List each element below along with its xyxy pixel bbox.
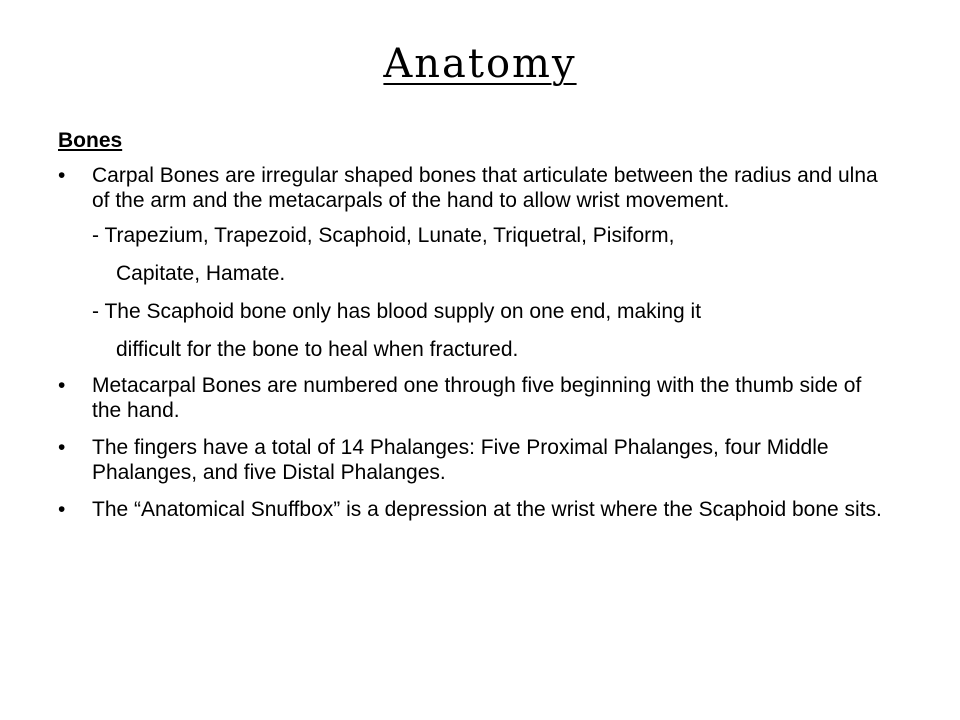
slide-body <box>58 128 888 534</box>
slide-title-text: Anatomy <box>383 41 577 87</box>
bullet-text: Metacarpal Bones are numbered one through five beginning with the thumb side of the hand. <box>92 374 862 422</box>
bullet-item <box>58 163 888 213</box>
bullet-item <box>58 435 888 485</box>
bullet-marker: • <box>58 374 66 397</box>
bullet-text: Carpal Bones are irregular shaped bones that articulate between the radius and ulna of the arm and the metacarpals of the hand to allow wrist movement. <box>92 164 878 212</box>
bullet-item <box>58 497 888 522</box>
sub-line: - Trapezium, Trapezoid, Scaphoid, Lunate, Triquetral, Pisiform, <box>92 224 675 247</box>
bullet-text: The fingers have a total of 14 Phalanges: Five Proximal Phalanges, four Middle Phalanges, and five Distal Phalanges. <box>92 436 829 484</box>
bullet-text: The “Anatomical Snuffbox” is a depression at the wrist where the Scaphoid bone sits. <box>92 498 882 521</box>
sub-line-continuation: Capitate, Hamate. <box>116 262 286 285</box>
bullet-item <box>58 373 888 423</box>
sub-line: - The Scaphoid bone only has blood supply on one end, making it <box>92 300 702 323</box>
slide-title <box>0 38 960 90</box>
bullet-marker: • <box>58 436 66 459</box>
bullet-marker: • <box>58 498 66 521</box>
sub-line-continuation: difficult for the bone to heal when fractured. <box>116 338 519 361</box>
bullet-marker: • <box>58 164 66 187</box>
section-heading: Bones <box>58 129 123 152</box>
